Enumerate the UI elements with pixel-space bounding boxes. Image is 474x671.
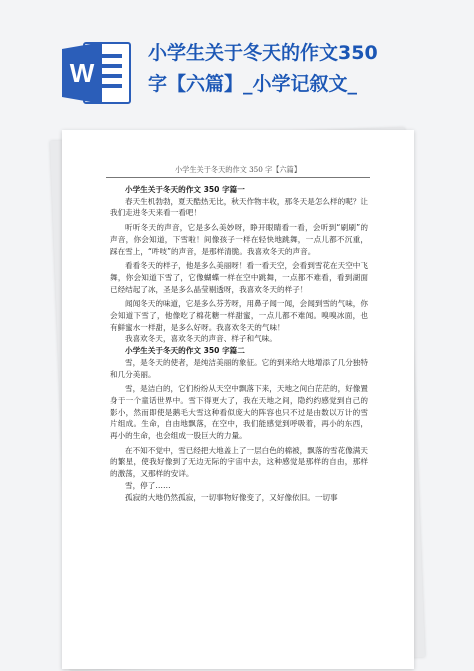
essay-heading: 小学生关于冬天的作文 350 字篇一	[125, 185, 245, 194]
paragraph: 在不知不觉中，雪已经把大地盖上了一层白色的棉被，飘落的雪花像满天的繁星，使我好像到了无边无际的宇宙中去，这种感觉是那样的自由，那样的激荡，又那样的安详。	[110, 445, 368, 479]
page-title	[148, 38, 448, 100]
document-page	[62, 130, 414, 669]
document-running-header: 小学生关于冬天的作文 350 字【六篇】	[174, 165, 302, 174]
essay-heading: 小学生关于冬天的作文 350 字篇二	[125, 346, 245, 356]
word-document-icon	[62, 40, 132, 106]
page-header	[0, 0, 474, 118]
paragraph: 春天生机勃勃，夏天酷热无比，秋天作物丰收，那冬天是怎么样的呢？让我们走进冬天来看一看吧！	[110, 196, 368, 218]
paragraph: 我喜欢冬天，喜欢冬天的声音、样子和气味。	[125, 334, 277, 344]
paragraph: 雪，是洁白的，它们纷纷从天空中飘落下来，天地之间白茫茫的，好像置身于一个童话世界中。雪下得更大了，我在天地之间，隐约约感觉到自己的影小，然而即使是鹅毛大雪这种看似庞大的阵容也只不过是由数以万计的雪片组成。生命，自由地飘落，在空中，我们能感觉到呼吸着，再小的东西，再小的生命，也会组成一股巨大的力量。	[110, 384, 368, 441]
paragraph: 看看冬天的样子，他是多么美丽呀！看一看天空，会看到雪花在天空中飞舞，你会知道下雪了，它像蝴蝶一样在空中跳舞，一点都不难看，看到湖面已经结起了冰，圣是多么晶莹剔透呀，我喜欢冬天的样子！	[110, 261, 368, 294]
svg-text:W: W	[69, 58, 95, 88]
paragraph: 雪，停了……	[125, 480, 171, 490]
paragraph: 雪，是冬天的使者，是纯洁美丽的象征。它的到来给大地增添了几分独特和几分美丽。	[110, 357, 368, 379]
page-title-line-1: 小学生关于冬天的作文350	[148, 42, 378, 64]
paragraph: 听听冬天的声音，它是多么美妙呀，睁开眼睛看一看，会听到“刷刷”的声音，你会知道，下雪啦！间像孩子一样在轻快地跳舞，一点儿都不沉重，踩在雪上，“吽吱”的声音，是那样清脆。我喜欢冬天的声音。	[110, 223, 368, 256]
page-title-line-2: 字【六篇】_小学记叙文_	[148, 73, 358, 95]
paragraph: 孤寂的大地仍然孤寂，一切事物好像变了，又好像依旧。一切事	[125, 492, 338, 502]
document-body	[110, 184, 368, 503]
header-rule	[106, 177, 370, 178]
paragraph: 闻闻冬天的味道，它是多么芬芳呀，用鼻子闻一闻，会闻到雪的气味，你会知道下雪了，他像吃了棉花糖一样甜蜜，一点儿都不难闻。嗅嗅冰面，也有鲜蜜水一样甜，是多么好呀。我喜欢冬天的气味！	[110, 299, 368, 332]
